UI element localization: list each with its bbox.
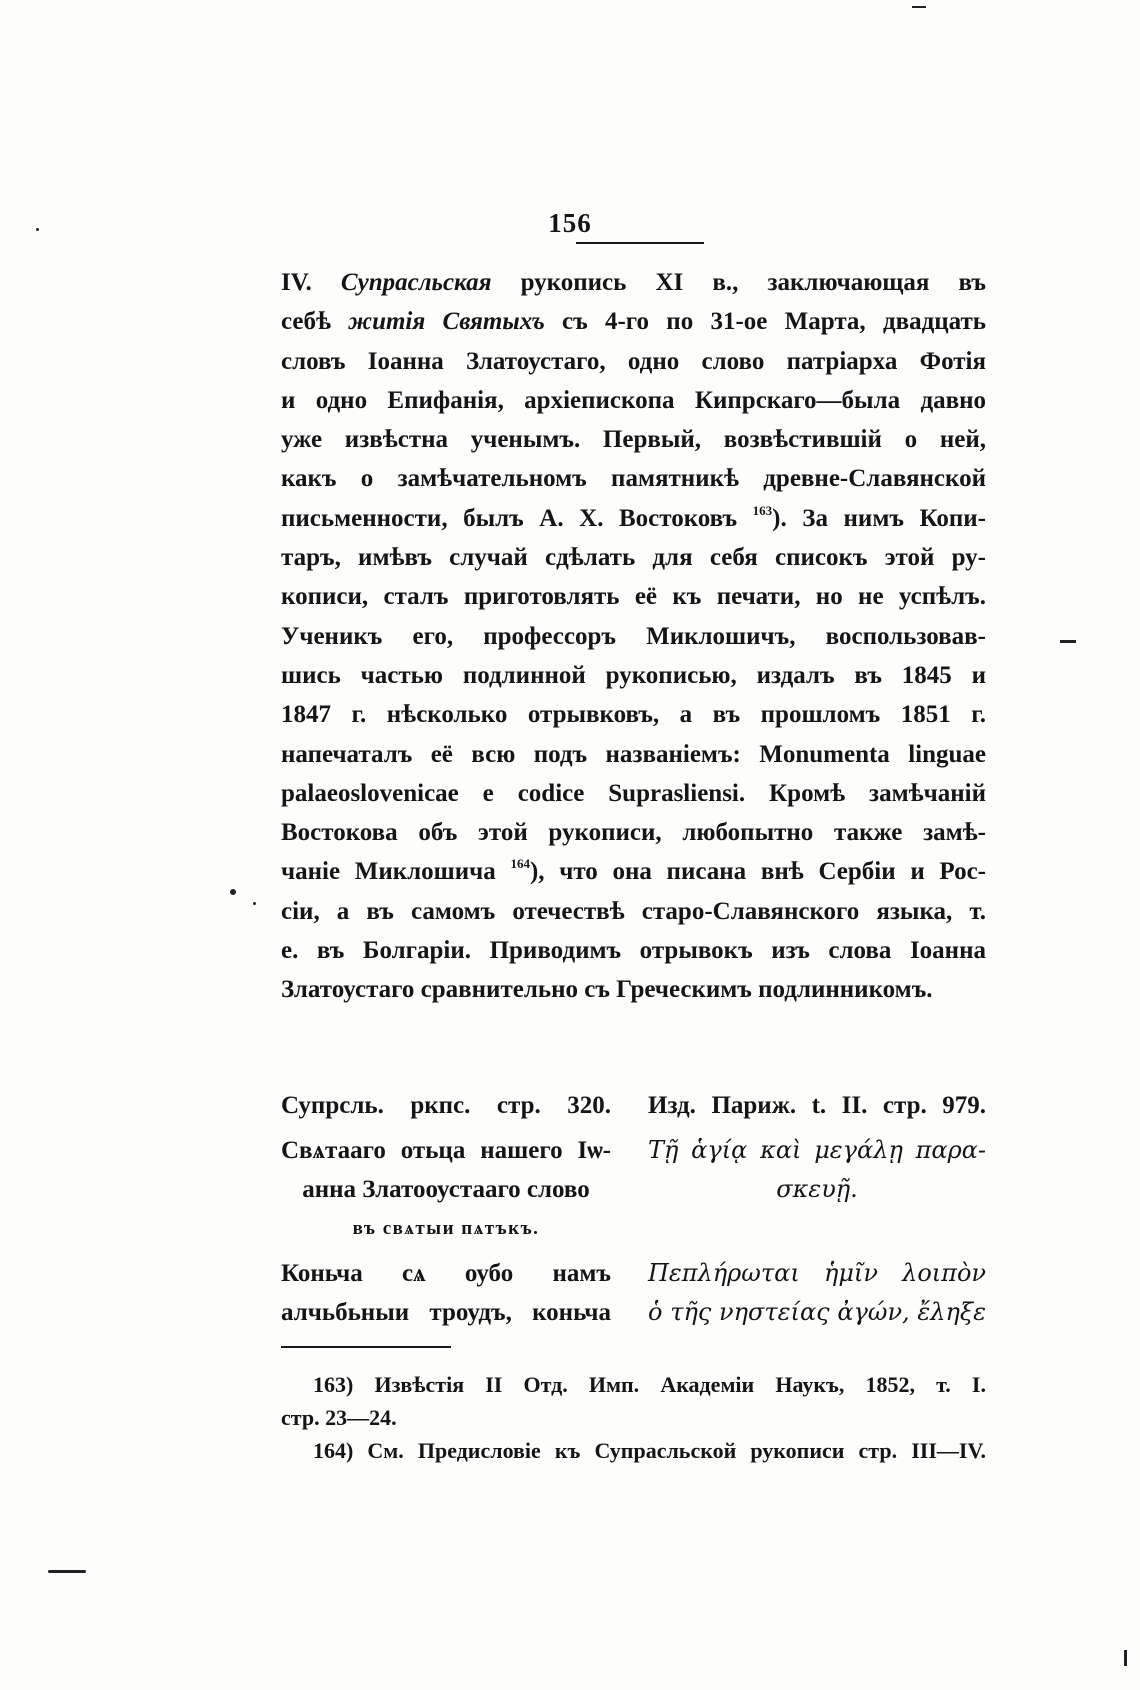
text-line: 1847 г. нѣсколько отрывковъ, а въ прошломъ 1851 г. xyxy=(281,701,986,729)
text-run: ), что она писана внѣ Сербіи и Рос- xyxy=(529,858,986,886)
text-line: Ученикъ его, профессоръ Миклошичъ, воспользовав- xyxy=(281,622,986,650)
text-line: уже извѣстна ученымъ. Первый, возвѣстившій о ней, xyxy=(281,426,986,454)
text-line xyxy=(281,302,986,341)
footnote-164: 164) См. Предисловіе къ Супрасльской рукописи стр. III—IV. xyxy=(313,1438,986,1463)
greek-column-heading: Изд. Париж. t. II. стр. 979. xyxy=(648,1092,986,1119)
text-line: таръ, имѣвъ случай сдѣлать для себя списокъ этой ру- xyxy=(281,544,986,572)
footnote-ref-164[interactable]: 164 xyxy=(510,856,530,872)
footnote-rule xyxy=(281,1346,451,1348)
print-speck xyxy=(1124,1650,1127,1666)
slavonic-line: Коньча сѧ оубо намъ xyxy=(281,1260,611,1287)
text-run: съ 4-го по 31-ое Марта, двадцать xyxy=(544,308,986,336)
margin-dot-mark xyxy=(230,889,236,895)
margin-dash-mark xyxy=(48,1570,86,1573)
main-paragraph xyxy=(281,263,986,1010)
text-line xyxy=(281,263,986,302)
text-run: рукопись XI в., заключающая въ xyxy=(491,269,986,296)
text-run: ). За нимъ Копи- xyxy=(772,504,987,532)
text-line: кописи, сталъ приготовлять её къ печати, но не успѣлъ. xyxy=(281,583,986,611)
slavonic-line: въ свѧтыи пѧтъкъ. xyxy=(352,1218,540,1239)
slavonic-column xyxy=(281,1086,611,1332)
text-line xyxy=(281,499,986,538)
section-number: IV. xyxy=(281,269,341,296)
text-line: словъ Іоанна Златоустаго, одно слово патріарха Фотія xyxy=(281,347,986,375)
text-line: Востокова объ этой рукописи, любопытно также замѣ- xyxy=(281,819,986,847)
print-speck xyxy=(912,6,926,8)
print-speck xyxy=(36,228,39,231)
print-speck xyxy=(253,902,256,905)
greek-line: σκευῇ. xyxy=(776,1175,858,1203)
text-line: шись частью подлинной рукописью, издалъ въ 1845 и xyxy=(281,661,986,689)
manuscript-title: Супрасльская xyxy=(340,269,492,296)
footnotes xyxy=(281,1368,986,1467)
footnote-163-continuation: стр. 23—24. xyxy=(281,1405,397,1430)
greek-spacer xyxy=(648,1209,986,1248)
page-number: 156 xyxy=(548,208,592,238)
text-line: какъ о замѣчательномъ памятникѣ древне-Славянской xyxy=(281,465,986,493)
greek-line: Πεπλήρωται ἡμῖν λοιπὸν xyxy=(648,1259,986,1287)
text-line: сіи, а въ самомъ отечествѣ старо-Славянского языка, т. xyxy=(281,897,986,925)
greek-line: ὁ τῆς νηστείας ἀγών, ἔληξε xyxy=(648,1298,986,1326)
text-run: чаніе Миклошича xyxy=(281,858,511,886)
text-line: и одно Епифанія, архіепископа Кипрскаго—была давно xyxy=(281,386,986,414)
slavonic-line: анна Златооустаaго слово xyxy=(302,1176,590,1203)
text-line: напечаталъ её всю подъ названіемъ: Monumenta linguae xyxy=(281,740,986,768)
text-line xyxy=(281,852,986,891)
text-line: е. въ Болгаріи. Приводимъ отрывокъ изъ слова Іоанна xyxy=(281,937,986,965)
text-run: себѣ xyxy=(281,308,349,336)
slavonic-line: алчьбьныи троудъ, коньча xyxy=(281,1299,611,1326)
footnote-ref-163[interactable]: 163 xyxy=(752,502,773,518)
greek-column xyxy=(648,1086,986,1332)
slavonic-column-heading: Супрсль. ркпс. стр. 320. xyxy=(281,1092,611,1119)
text-line: palaeoslovenicae e codice Suprasliensi. Кромѣ замѣчаній xyxy=(281,779,986,807)
slavonic-line: Свѧтааго отьца нашего Іѡ- xyxy=(281,1137,611,1164)
text-line: Златоустаго сравнительно съ Греческимъ подлинникомъ. xyxy=(281,976,933,1004)
italic-phrase: житія Святыхъ xyxy=(348,308,545,336)
text-run: письменности, былъ А. Х. Востоковъ xyxy=(281,504,753,532)
margin-dash-mark xyxy=(1060,640,1076,643)
page-number-rule xyxy=(576,242,704,244)
footnote-163: 163) Извѣстія II Отд. Имп. Академіи Наукъ, 1852, т. I. xyxy=(313,1372,986,1397)
greek-line: Τῇ ἁγίᾳ καὶ μεγάλῃ παρα- xyxy=(648,1136,986,1164)
